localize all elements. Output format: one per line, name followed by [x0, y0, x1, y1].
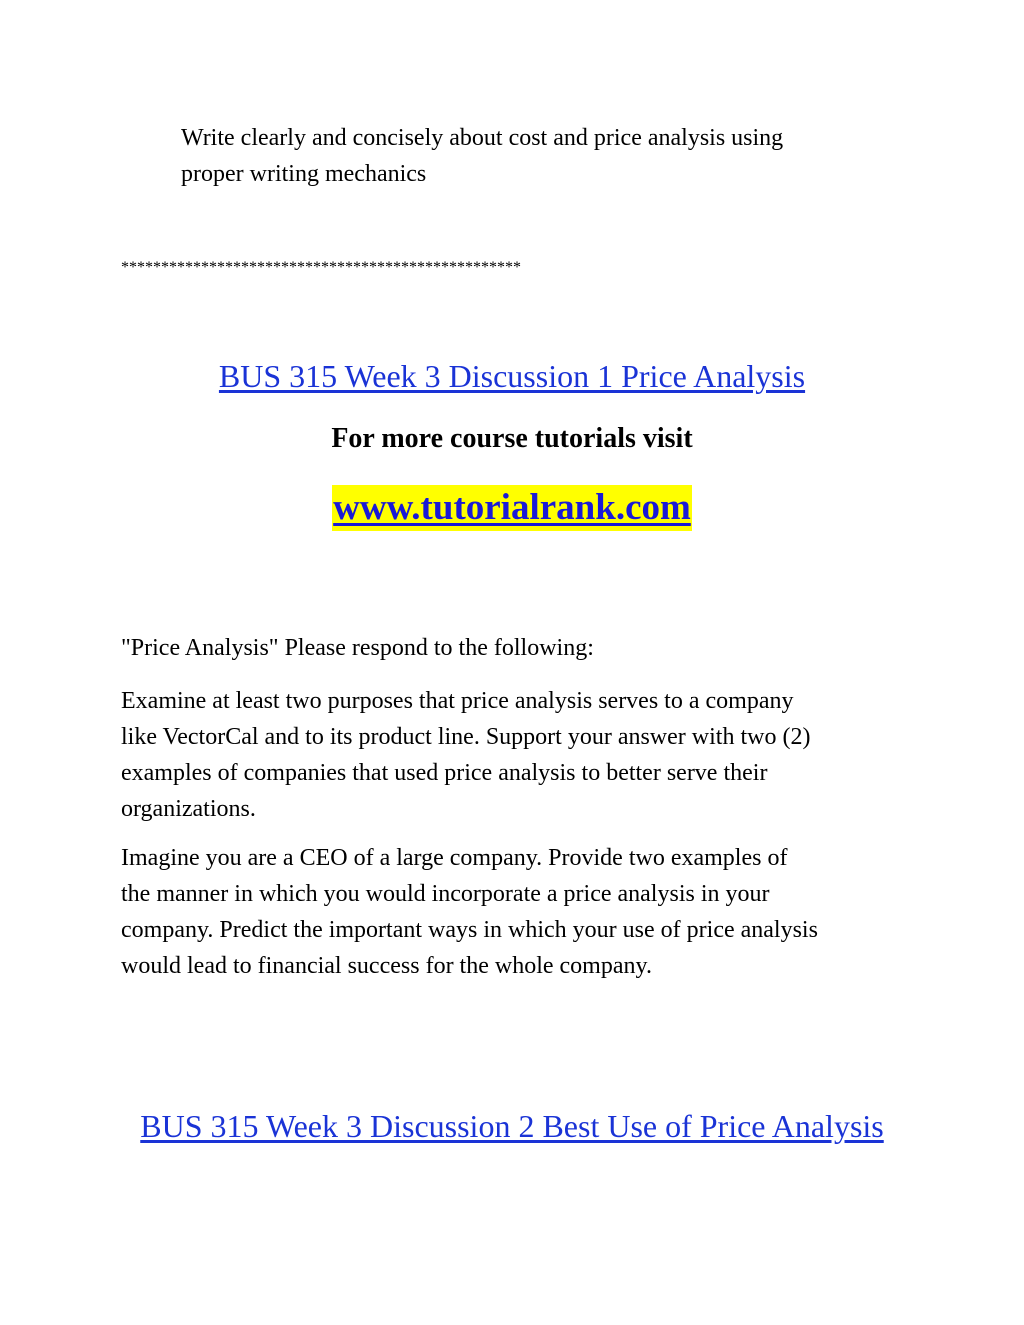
promo-text: For more course tutorials visit	[331, 423, 693, 454]
para1-line-2: like VectorCal and to its product line. Support your answer with two (2)	[121, 724, 811, 750]
intro-line-1: Write clearly and concisely about cost and price analysis using	[181, 125, 784, 151]
intro-paragraph	[181, 120, 901, 192]
para2-line-3: company. Predict the important ways in which your use of price analysis	[121, 917, 818, 943]
site-link-line	[0, 485, 1024, 531]
para2-line-4: would lead to financial success for the whole company.	[121, 953, 652, 979]
intro-line-2: proper writing mechanics	[181, 161, 427, 187]
tutorialrank-link[interactable]: www.tutorialrank.com	[332, 485, 692, 531]
discussion-paragraph-2	[121, 840, 911, 984]
para2-line-1: Imagine you are a CEO of a large company. Provide two examples of	[121, 845, 788, 871]
para1-line-1: Examine at least two purposes that price analysis serves to a company	[121, 688, 794, 714]
discussion-2-title-link[interactable]: BUS 315 Week 3 Discussion 2 Best Use of Price Analysis	[140, 1108, 884, 1144]
para1-line-3: examples of companies that used price analysis to better serve their	[121, 760, 768, 786]
discussion-2-heading	[0, 1106, 1024, 1146]
discussion-paragraph-1	[121, 683, 911, 827]
discussion-1-title-link[interactable]: BUS 315 Week 3 Discussion 1 Price Analysis	[218, 358, 806, 394]
discussion-1-heading	[0, 356, 1024, 396]
para1-line-4: organizations.	[121, 796, 256, 822]
asterisk-separator: **************************************************	[121, 259, 521, 276]
discussion-prompt: "Price Analysis" Please respond to the following:	[121, 635, 594, 661]
para2-line-2: the manner in which you would incorporate a price analysis in your	[121, 881, 770, 907]
